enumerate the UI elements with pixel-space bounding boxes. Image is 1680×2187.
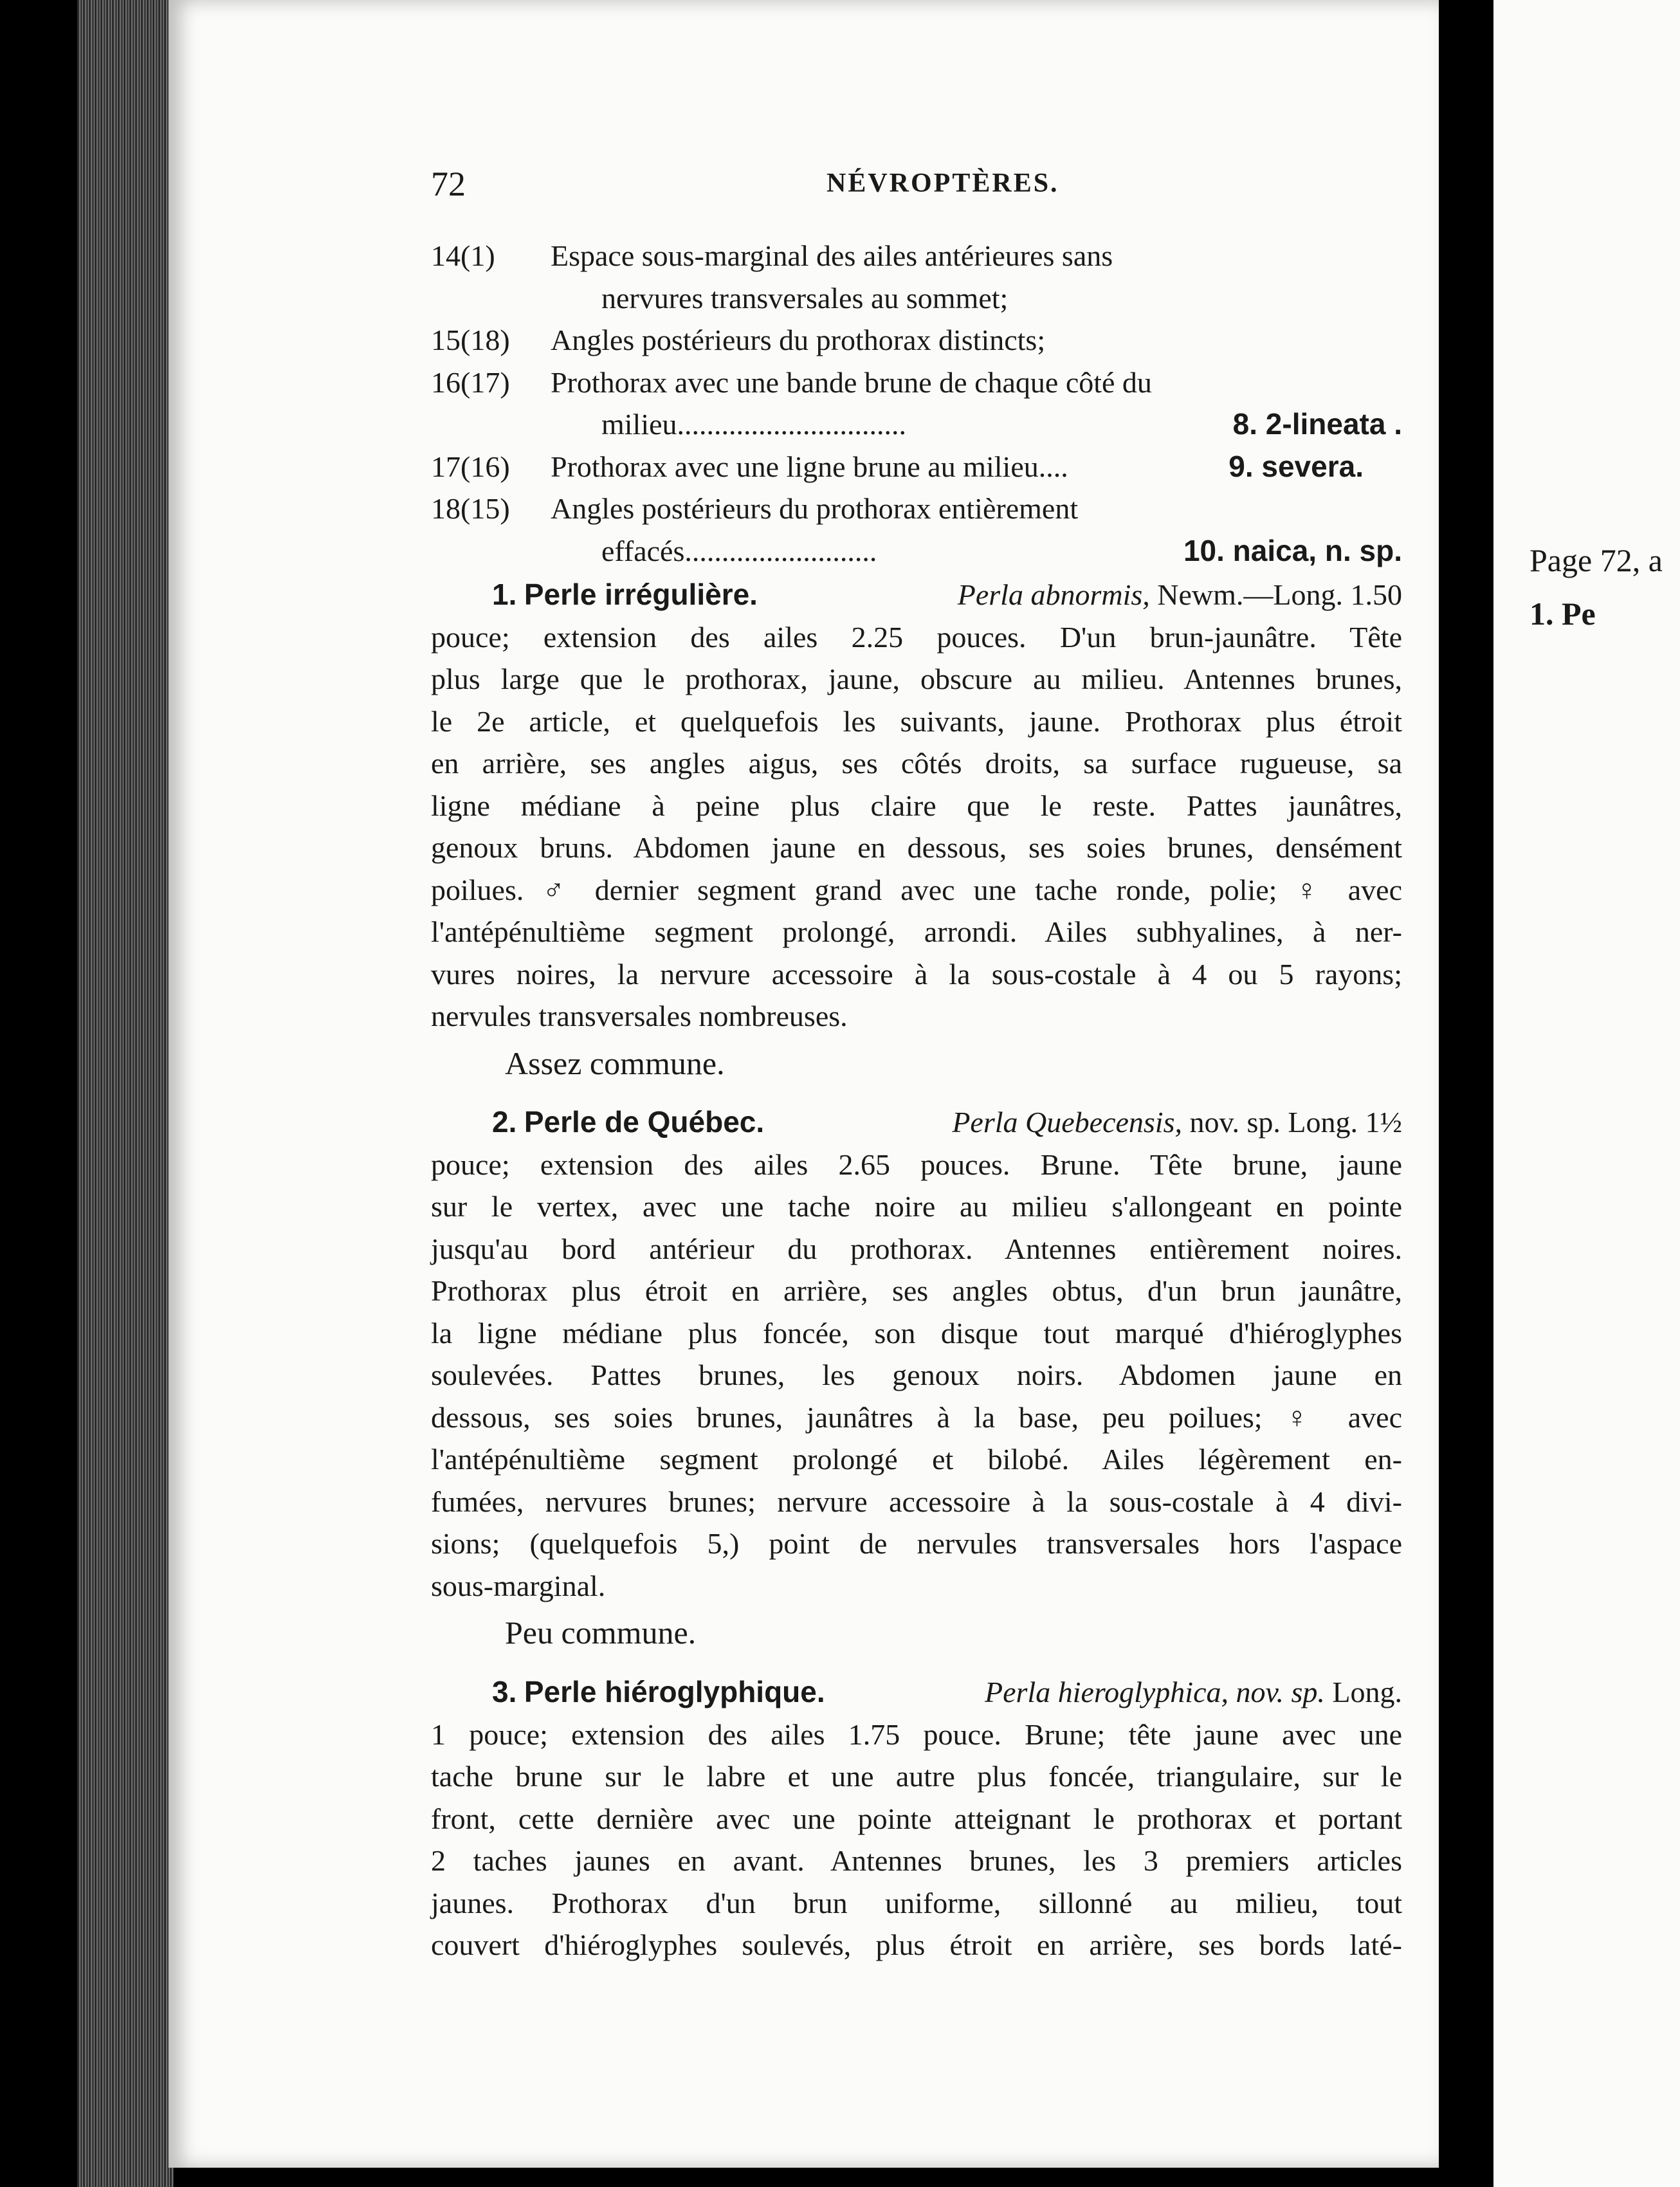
body-line: jusqu'au bord antérieur du prothorax. Antennes entièrement noires. <box>431 1232 1402 1265</box>
body-line: 2 taches jaunes en avant. Antennes brunes, les 3 premiers articles <box>431 1844 1402 1877</box>
body-line: dessous, ses soies brunes, jaunâtres à la base, peu poilues; ♀ avec <box>431 1400 1402 1434</box>
body-line: front, cette dernière avec une pointe atteignant le prothorax et portant <box>431 1802 1402 1835</box>
running-title: NÉVROPTÈRES. <box>826 169 1059 198</box>
body-line: la ligne médiane plus foncée, son disque tout marqué d'hiéroglyphes <box>431 1316 1402 1350</box>
body-line: pouce; extension des ailes 2.65 pouces. Brune. Tête brune, jaune <box>431 1148 1402 1181</box>
species-heading: 3. Perle hiéroglyphique. Perla hieroglyphica, nov. sp. Long. <box>492 1675 1402 1708</box>
body-line: tache brune sur le labre et une autre plus foncée, triangulaire, sur le <box>431 1760 1402 1793</box>
body-line: sur le vertex, avec une tache noire au milieu s'allongeant en pointe <box>431 1190 1402 1223</box>
body-line: sous-marginal. <box>431 1569 606 1602</box>
abundance-status: Assez commune. <box>505 1045 725 1081</box>
book-edge <box>77 0 174 2187</box>
key-line: 17(16) Prothorax avec une ligne brune au milieu.... 9. severa. <box>431 449 1364 483</box>
species-heading: 1. Perle irrégulière. Perla abnormis, Newm.—Long. 1.50 <box>492 578 1402 611</box>
facing-page-text: 1. Pe <box>1529 596 1596 632</box>
body-line: jaunes. Prothorax d'un brun uniforme, sillonné au milieu, tout <box>431 1886 1402 1919</box>
key-line: 15(18) Angles postérieurs du prothorax distincts; <box>431 324 1046 356</box>
species-key <box>431 235 1402 572</box>
body-line: plus large que le prothorax, jaune, obscure au milieu. Antennes brunes, <box>431 663 1402 695</box>
body-line: ligne médiane à peine plus claire que le reste. Pattes jaunâtres, <box>431 789 1402 822</box>
body-line: genoux bruns. Abdomen jaune en dessous, ses soies brunes, densément <box>431 831 1402 864</box>
key-line: 16(17) Prothorax avec une bande brune de chaque côté du <box>431 365 1152 399</box>
key-line: nervures transversales au sommet; <box>601 281 1009 315</box>
body-line: le 2e article, et quelquefois les suivants, jaune. Prothorax plus étroit <box>431 704 1402 738</box>
species-entry-2 <box>431 1101 1402 1658</box>
body-line: couvert d'hiéroglyphes soulevés, plus étroit en arrière, ses bords laté- <box>431 1928 1402 1961</box>
body-line: Prothorax plus étroit en arrière, ses angles obtus, d'un brun jaunâtre, <box>431 1274 1402 1307</box>
facing-page-text: Page 72, a <box>1529 542 1663 578</box>
page-number: 72 <box>431 165 466 203</box>
key-line: effacés .......................... 10. naica, n. sp. <box>601 533 1402 567</box>
running-header <box>431 164 1402 215</box>
species-entry-3 <box>431 1671 1402 1966</box>
body-line: soulevées. Pattes brunes, les genoux noirs. Abdomen jaune en <box>431 1359 1402 1391</box>
body-line: 1 pouce; extension des ailes 1.75 pouce. Brune; tête jaune avec une <box>431 1717 1402 1751</box>
body-line: fumées, nervures brunes; nervure accessoire à la sous-costale à 4 divi- <box>431 1485 1402 1518</box>
body-line: pouce; extension des ailes 2.25 pouces. D'un brun-jaunâtre. Tête <box>431 620 1402 654</box>
key-line: 14(1) Espace sous-marginal des ailes antérieures sans <box>431 239 1113 272</box>
body-line: l'antépénultième segment prolongé et bilobé. Ailes légèrement en- <box>431 1443 1402 1476</box>
facing-page <box>1493 0 1680 2187</box>
body-line: en arrière, ses angles aigus, ses côtés droits, sa surface rugueuse, sa <box>431 747 1402 780</box>
key-line: milieu ............................... 8. 2-lineata . <box>601 407 1402 441</box>
abundance-status: Peu commune. <box>505 1615 697 1651</box>
body-line: nervules transversales nombreuses. <box>431 1000 848 1032</box>
species-heading: 2. Perle de Québec. Perla Quebecensis, nov. sp. Long. 1½ <box>492 1105 1402 1139</box>
key-line: 18(15) Angles postérieurs du prothorax entièrement <box>431 492 1079 525</box>
species-entry-1 <box>431 574 1402 1089</box>
body-line: poilues. ♂ dernier segment grand avec une tache ronde, polie; ♀ avec <box>431 873 1402 906</box>
body-line: vures noires, la nervure accessoire à la sous-costale à 4 ou 5 rayons; <box>431 957 1402 991</box>
body-line: sions; (quelquefois 5,) point de nervules transversales hors l'aspace <box>431 1527 1402 1560</box>
body-line: l'antépénultième segment prolongé, arrondi. Ailes subhyalines, à ner- <box>431 915 1402 948</box>
